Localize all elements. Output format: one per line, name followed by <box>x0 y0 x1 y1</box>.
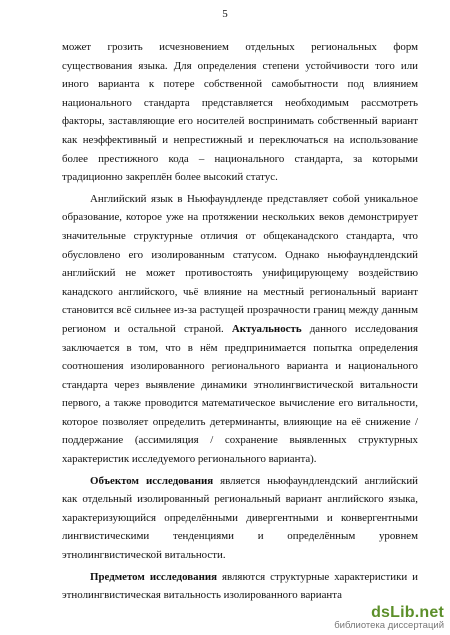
paragraph-text: являются структурные характеристики и этнолингвистическая витальность изолированного варианта <box>62 570 418 602</box>
watermark-tagline: библиотека диссертаций <box>334 620 444 631</box>
bold-term: Актуальность <box>231 322 302 335</box>
page-number: 5 <box>222 8 228 20</box>
paragraph <box>62 472 418 565</box>
document-body <box>62 38 418 608</box>
paragraph-text: данного исследования заключается в том, что в нём предпринимается попытка определения соотношения изолированного регионального варианта и национального стандарта через выявление динамики этнолингвистической витальности первого, а также проводится математическое вычисление его витальности, которое позволяет определить детерминанты, влияющие на её снижение / поддержание (ассимиляция / сохранение выявленных структурных характеристик исследуемого регионального варианта). <box>62 322 419 466</box>
bold-term: Предметом исследования <box>90 570 218 583</box>
dslib-watermark[interactable] <box>334 604 444 631</box>
paragraph <box>62 568 418 605</box>
paragraph <box>62 38 418 187</box>
bold-term: Объектом исследования <box>90 474 214 487</box>
watermark-site: dsLib.net <box>371 604 444 621</box>
paragraph <box>62 190 418 469</box>
paragraph-text: может грозить исчезновением отдельных региональных форм существования языка. Для определения степени устойчивости того или иного варианта к потере собственной самобытности под влиянием национального стандарта представляется необходимым рассмотреть факторы, заставляющие его носителей воспринимать собственный вариант как неэффективный и непрестижный и переключаться на использование более престижного кода – национального стандарта, за которыми традиционно закреплён более высокий статус. <box>62 41 418 184</box>
paragraph-text: является ньюфаундлендский английский как отдельный изолированный региональный вариант английского языка, характеризующийся определёнными дивергентными и конвергентными лингвистическими тенденциями и определённым уровнем этнолингвистической витальности. <box>62 474 418 562</box>
paragraph-text: Английский язык в Ньюфаундленде представляет собой уникальное образование, которое уже на протяжении нескольких веков демонстрирует значительные структурные отличия от общеканадского стандарта, что обусловлено его изолированным статусом. Однако ньюфаундлендский английский не может противостоять унифицирующему воздействию канадского английского, чьё влияние на местный региональный вариант становится всё сильнее из-за растущей прозрачности границ между данным регионом и остальной страной. <box>62 192 418 335</box>
